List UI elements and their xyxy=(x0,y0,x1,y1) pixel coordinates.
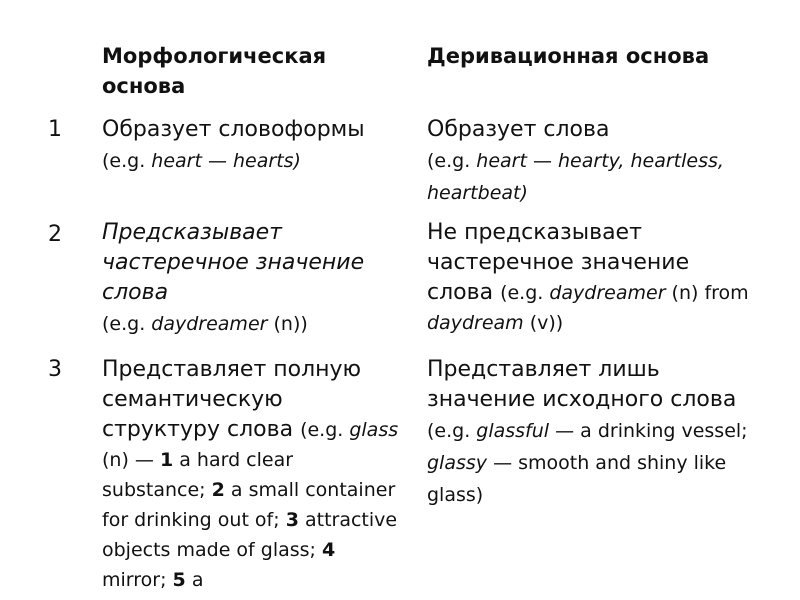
row-number: 2 xyxy=(48,222,62,247)
row3-derivational-cell xyxy=(427,355,757,511)
row3-deriv-example: (e.g. glassful — a drinking vessel; glassy — smooth and shiny like glass) xyxy=(427,420,748,506)
row1-morph-text: Образует словоформы xyxy=(102,117,365,142)
header-derivational-stem: Деривационная основа xyxy=(427,44,710,68)
row1-morphological-cell xyxy=(102,115,402,177)
row1-deriv-example: (e.g. heart — hearty, heartless, heartbeat) xyxy=(427,150,724,204)
header-morphological-stem: Морфологическая основа xyxy=(102,44,327,98)
row2-morphological-cell xyxy=(102,218,402,340)
row1-deriv-text: Образует слова xyxy=(427,117,610,142)
row3-morph-example: (e.g. glass (n) — 1 a hard clear substance; 2 a small container for drinking out of; 3 attractive objects made of glass; 4 mirror; 5 a xyxy=(102,419,399,591)
row3-morph-text: Представляет полную семантическую структуру слова xyxy=(102,357,362,442)
row2-deriv-text: Не предсказывает частеречное значение слова xyxy=(427,220,690,305)
row-number: 3 xyxy=(48,357,62,382)
row3-morphological-cell xyxy=(102,355,402,595)
row2-morph-example: (e.g. daydreamer (n)) xyxy=(102,313,308,335)
row3-deriv-text: Представляет лишь значение исходного слова xyxy=(427,357,737,412)
row2-deriv-example: (e.g. daydreamer (n) from daydream (v)) xyxy=(427,282,749,334)
row2-morph-text: Предсказывает частеречное значение слова xyxy=(102,220,365,305)
row1-derivational-cell xyxy=(427,115,757,209)
row1-morph-example: (e.g. heart — hearts) xyxy=(102,150,301,172)
row2-derivational-cell xyxy=(427,218,757,338)
row-number: 1 xyxy=(48,117,62,142)
